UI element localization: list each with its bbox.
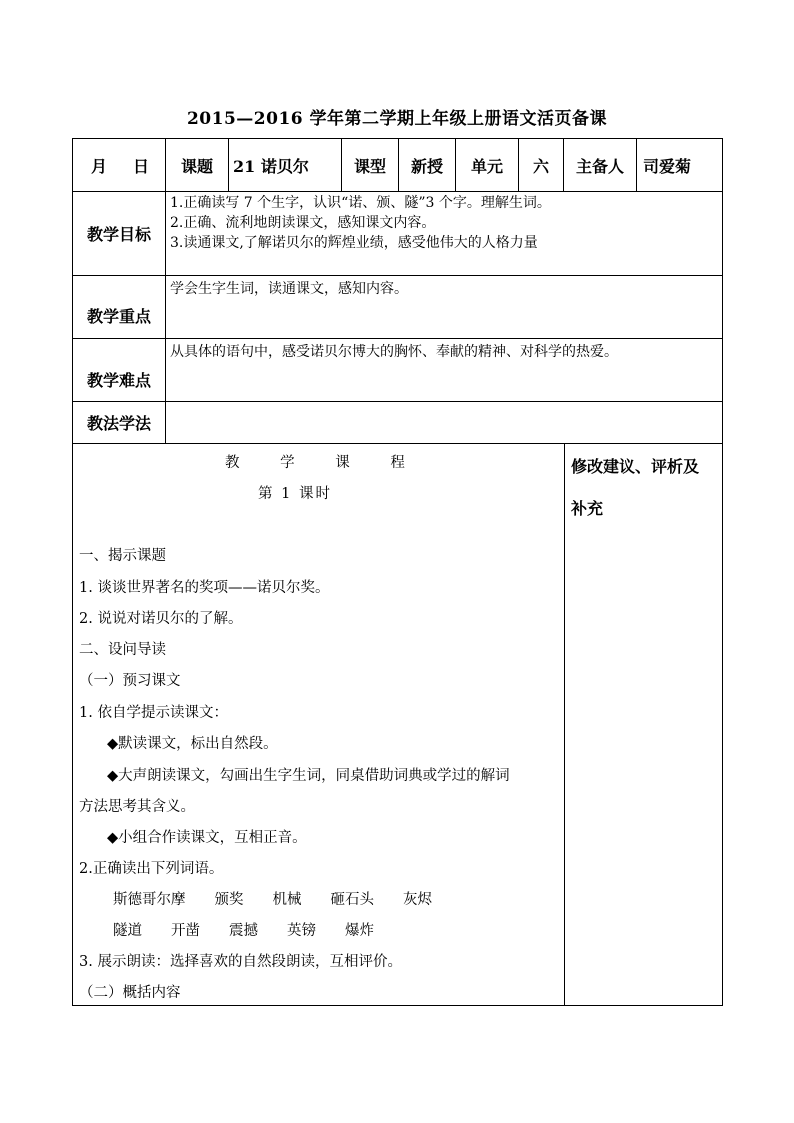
- process-line: 二、设问导读: [79, 642, 166, 658]
- process-line: 1. 谈谈世界著名的奖项——诺贝尔奖。: [79, 580, 330, 596]
- goals-content: [170, 193, 718, 253]
- process-line: 2.正确读出下列词语。: [79, 861, 224, 877]
- method-content: [166, 402, 722, 443]
- vocabulary-line: 隧道 开凿 震撼 英镑 爆炸: [113, 923, 374, 939]
- preparer-value: 司爱菊: [643, 156, 692, 176]
- revision-notes-heading: 修改建议、评析及: [571, 457, 700, 476]
- goal-item: 1.正确读写 7 个生字，认识“诺、颁、隧”3 个字。理解生词。: [170, 195, 551, 211]
- subject-label: 课题: [180, 156, 213, 176]
- goal-item: 3.读通课文,了解诺贝尔的辉煌业绩，感受他伟大的人格力量: [170, 235, 538, 251]
- process-heading: 教 学 课 程: [225, 455, 423, 471]
- lesson-number: 第 1 课时: [258, 486, 332, 502]
- vocabulary-line: 斯德哥尔摩 颁奖 机械 砸石头 灰烬: [113, 892, 432, 908]
- process-line: （二）概括内容: [79, 985, 181, 1001]
- process-line: 3. 展示朗读：选择喜欢的自然段朗读，互相评价。: [79, 954, 402, 970]
- day-label: 日: [133, 156, 150, 176]
- lesson-plan-table: [72, 138, 723, 1006]
- type-value: 新授: [410, 156, 443, 176]
- process-line: ◆大声朗读课文，勾画出生字生词，同桌借助词典或学过的解词: [107, 768, 510, 784]
- page-title: 2015—2016 学年第二学期上年级上册语文活页备课: [186, 109, 608, 129]
- goals-label: 教学目标: [86, 225, 151, 244]
- key-content: 学会生字生词，读通课文，感知内容。: [170, 281, 408, 297]
- type-label: 课型: [353, 156, 386, 176]
- goal-item: 2.正确、流利地朗读课文，感知课文内容。: [170, 215, 436, 231]
- method-label: 教法学法: [86, 414, 151, 433]
- process-line: ◆小组合作读课文，互相正音。: [107, 830, 307, 846]
- month-label: 月: [91, 156, 108, 176]
- preparer-label: 主备人: [575, 156, 624, 176]
- difficulty-content: 从具体的语句中，感受诺贝尔博大的胸怀、奉献的精神、对科学的热爱。: [170, 344, 618, 360]
- process-line: 方法思考其含义。: [79, 799, 195, 815]
- revision-notes-heading-2: 补充: [571, 499, 604, 518]
- subject-value: 21 诺贝尔: [233, 156, 309, 176]
- process-line: 一、揭示课题: [79, 548, 166, 564]
- process-line: （一）预习课文: [79, 673, 181, 689]
- unit-value: 六: [532, 156, 549, 176]
- key-label: 教学重点: [86, 306, 151, 326]
- process-line: ◆默读课文，标出自然段。: [107, 736, 278, 752]
- process-line: 1. 依自学提示读课文：: [79, 705, 228, 721]
- process-line: 2. 说说对诺贝尔的了解。: [79, 611, 243, 627]
- unit-label: 单元: [470, 156, 503, 176]
- difficulty-label: 教学难点: [86, 370, 151, 390]
